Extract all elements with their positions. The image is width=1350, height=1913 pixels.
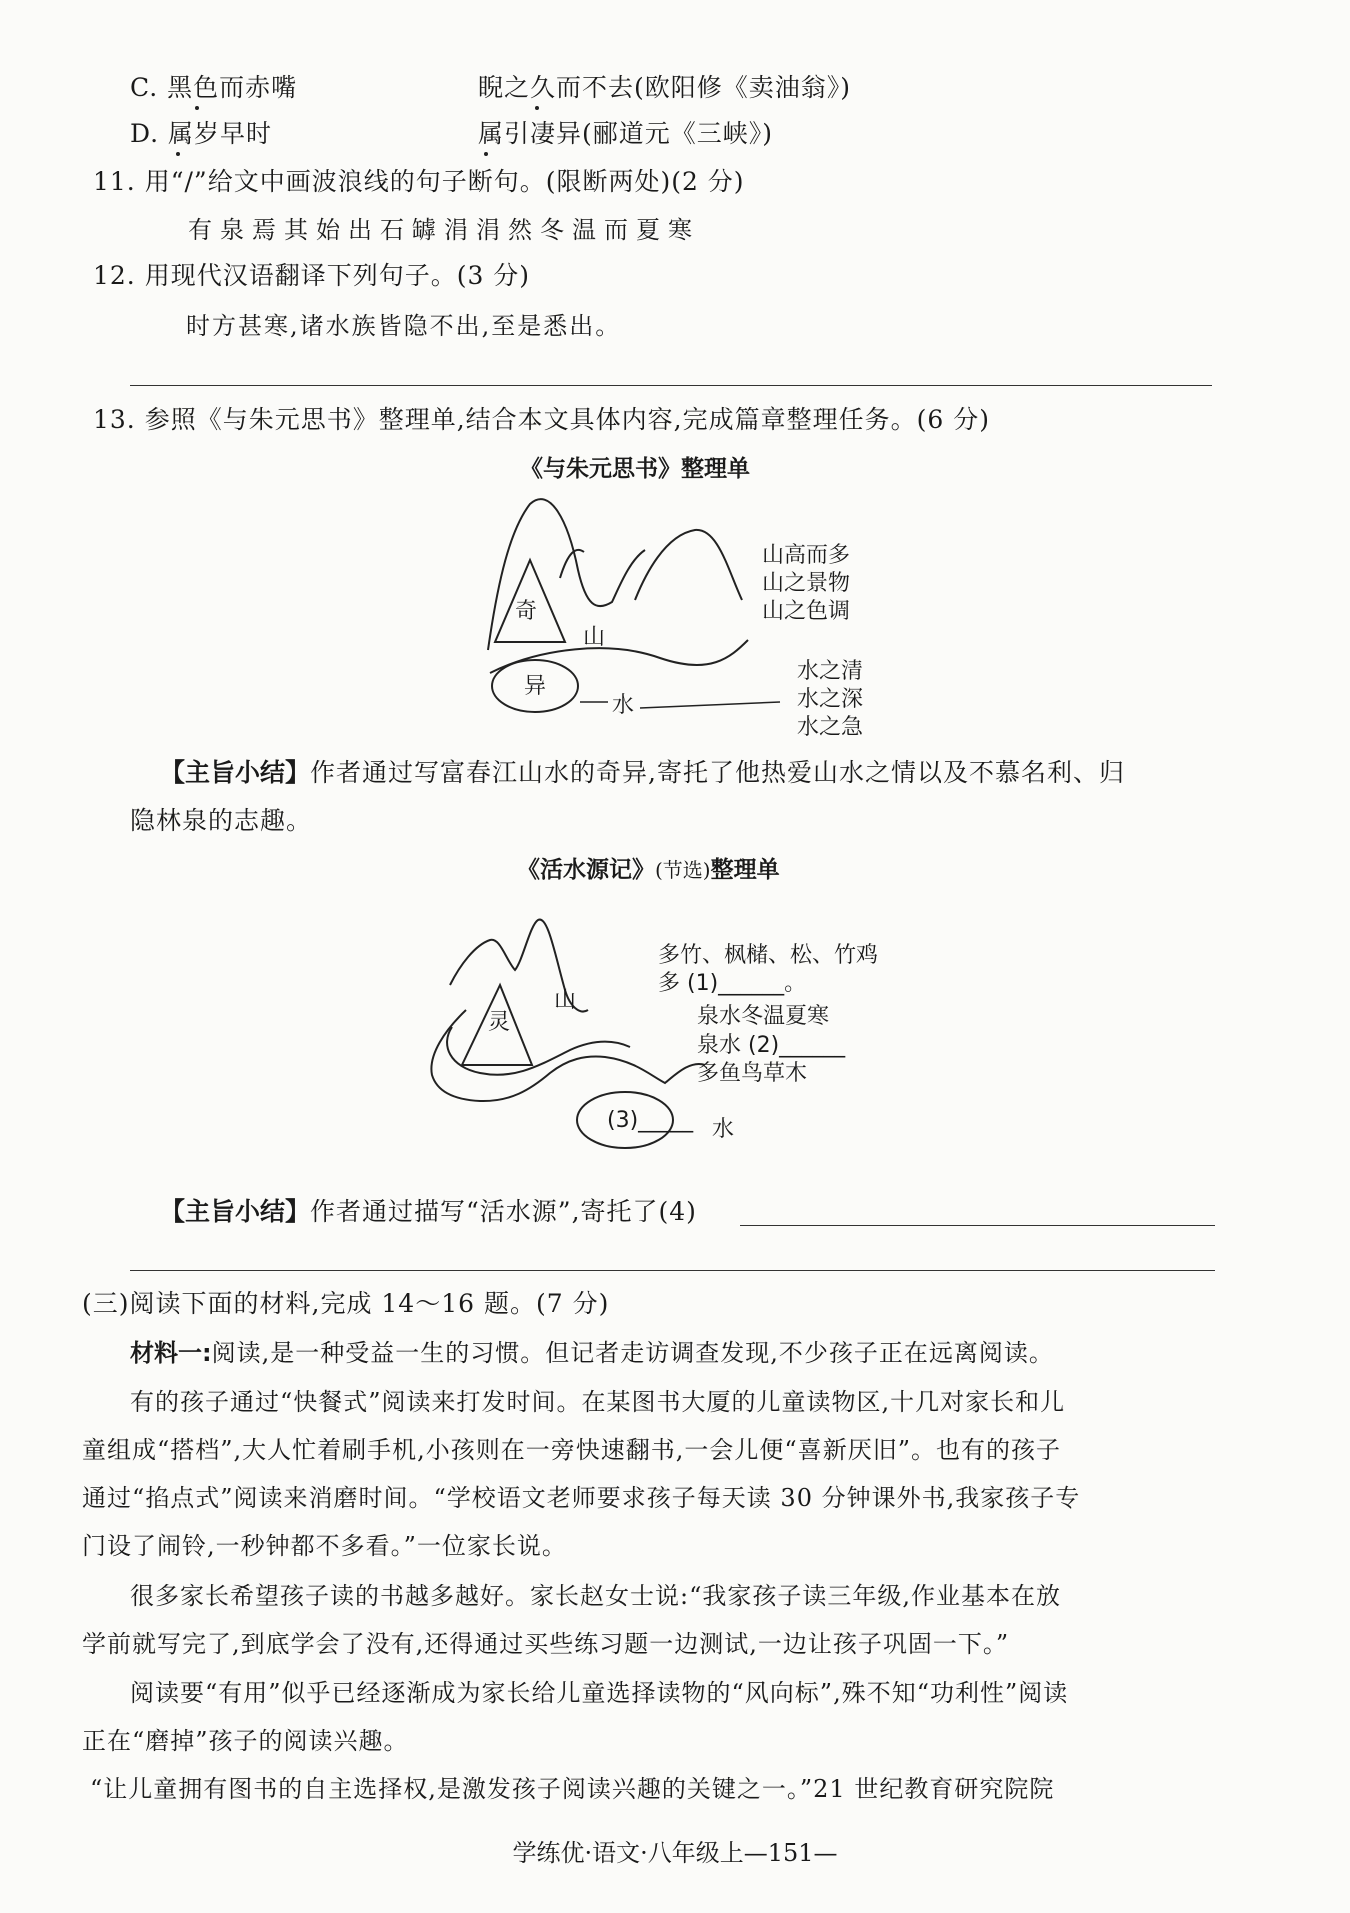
sheet2-triangle-label: 灵 (488, 1010, 511, 1035)
answer-line (130, 1270, 1215, 1271)
summary1-text-cont: 隐林泉的志趣。 (130, 806, 313, 835)
sheet2-title-main: 《活水源记》 (517, 857, 655, 883)
sheet2-title-end: 整理单 (710, 857, 780, 883)
paragraph-line: “让儿童拥有图书的自主选择权,是激发孩子阅读兴趣的关键之一。”21 世纪教育研究院院 (90, 1775, 1055, 1803)
section3-heading: (三)阅读下面的材料,完成 14～16 题。(7 分) (82, 1289, 610, 1318)
emphasis-dot (176, 152, 180, 156)
sheet2-note: 多竹、枫槠、松、竹鸡 (658, 943, 879, 968)
paragraph-line: 通过“掐点式”阅读来消磨时间。“学校语文老师要求孩子每天读 30 分钟课外书,我家孩子专 (82, 1484, 1081, 1512)
sheet2-note: 多鱼鸟草木 (697, 1061, 808, 1086)
option-d-left: D. 属岁早时 (130, 119, 273, 148)
water-note: 水之清 (797, 659, 864, 684)
q13-prompt: 13. 参照《与朱元思书》整理单,结合本文具体内容,完成篇章整理任务。(6 分) (93, 405, 990, 434)
sheet2-note: 泉水冬温夏寒 (697, 1004, 830, 1029)
sheet2-mountain-label: 山 (554, 988, 577, 1013)
summary2-label: 【主旨小结】 (160, 1197, 311, 1226)
summary1-label: 【主旨小结】 (160, 758, 311, 787)
sheet2-note-blank-1: 多 (1)______。 (658, 971, 807, 996)
page-footer: 学练优·语文·八年级上—151— (512, 1839, 838, 1867)
mountain-note: 山高而多 (762, 543, 851, 568)
emphasis-dot (535, 106, 539, 110)
summary1 (160, 757, 1125, 789)
paragraph-line: 有的孩子通过“快餐式”阅读来打发时间。在某图书大厦的儿童读物区,十几对家长和儿 (130, 1388, 1066, 1416)
mountain-note: 山之色调 (762, 599, 851, 624)
water-note: 水之急 (797, 715, 864, 740)
summary2 (160, 1196, 697, 1228)
material1-p1: 阅读,是一种受益一生的习惯。但记者走访调查发现,不少孩子正在远离阅读。 (211, 1339, 1054, 1367)
sheet2-note-blank-2: 泉水 (2)______ (697, 1033, 846, 1058)
mountain-note: 山之景物 (762, 571, 851, 596)
paragraph-line: 童组成“搭档”,大人忙着刷手机,小孩则在一旁快速翻书,一会儿便“喜新厌旧”。也有的孩子 (82, 1436, 1061, 1464)
sheet2-water-label: 水 (712, 1117, 735, 1142)
sheet2-title (517, 854, 780, 886)
sheet1-oval-label: 异 (524, 674, 547, 699)
paragraph-line: 学前就写完了,到底学会了没有,还得通过买些练习题一边测试,一边让孩子巩固一下。” (82, 1630, 1010, 1658)
summary1-text: 作者通过写富春江山水的奇异,寄托了他热爱山水之情以及不慕名利、归 (310, 758, 1125, 787)
q12-sentence: 时方甚寒,诸水族皆隐不出,至是悉出。 (186, 312, 622, 340)
option-c-right: 睨之久而不去(欧阳修《卖油翁》) (478, 73, 852, 102)
sheet1-mountain-label: 山 (583, 625, 606, 650)
sheet1-title: 《与朱元思书》整理单 (520, 456, 750, 482)
q11-sentence: 有泉焉其始出石罅涓涓然冬温而夏寒 (188, 216, 700, 244)
water-note: 水之深 (797, 687, 864, 712)
emphasis-dot (195, 106, 199, 110)
paragraph-line: 正在“磨掉”孩子的阅读兴趣。 (82, 1727, 409, 1755)
material1-label: 材料一: (130, 1339, 212, 1367)
sheet2-oval-label: (3)_____ (607, 1108, 694, 1133)
emphasis-dot (484, 152, 488, 156)
paragraph-line: 门设了闹铃,一秒钟都不多看。”一位家长说。 (82, 1532, 567, 1560)
material1 (130, 1337, 1054, 1369)
sheet1-water-label: 水 (612, 693, 635, 718)
paragraph-line: 阅读要“有用”似乎已经逐渐成为家长给儿童选择读物的“风向标”,殊不知“功利性”阅读 (130, 1679, 1069, 1707)
q11-prompt: 11. 用“/”给文中画波浪线的句子断句。(限断两处)(2 分) (93, 167, 745, 196)
q12-prompt: 12. 用现代汉语翻译下列句子。(3 分) (93, 261, 531, 290)
option-d-right: 属引凄异(郦道元《三峡》) (478, 119, 774, 148)
summary2-text: 作者通过描写“活水源”,寄托了(4) (310, 1197, 697, 1226)
option-c-left: C. 黑色而赤嘴 (130, 73, 298, 102)
paragraph-line: 很多家长希望孩子读的书越多越好。家长赵女士说:“我家孩子读三年级,作业基本在放 (130, 1582, 1061, 1610)
answer-line (130, 385, 1212, 386)
answer-line (740, 1225, 1215, 1226)
sheet2-title-sub: (节选) (655, 858, 711, 882)
sheet1-triangle-label: 奇 (515, 599, 538, 624)
